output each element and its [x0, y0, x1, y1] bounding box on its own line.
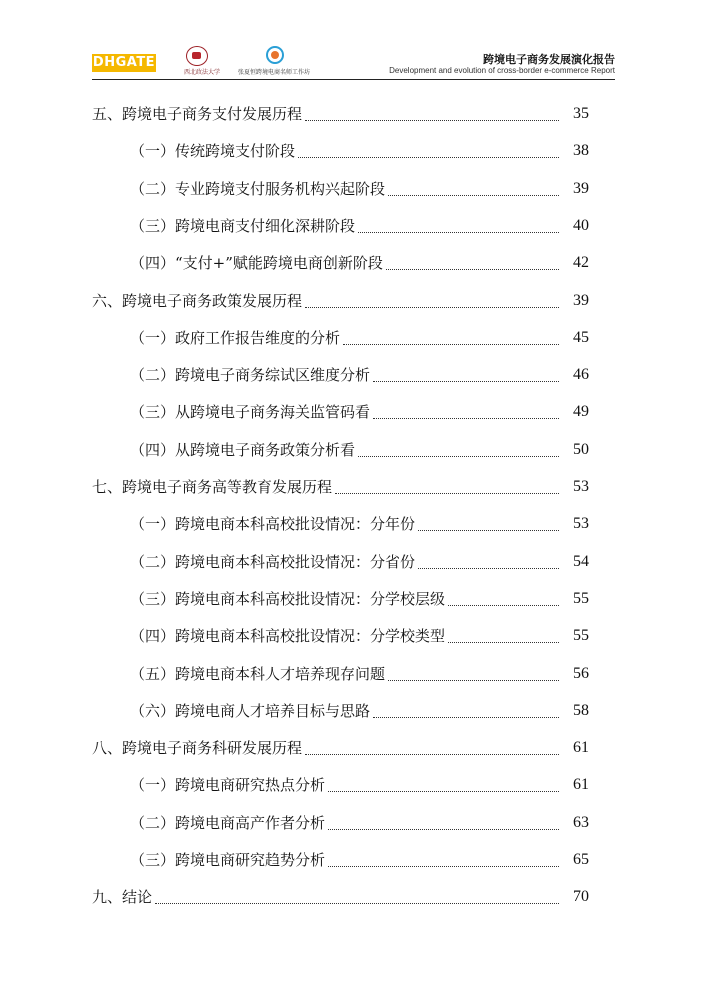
toc-section-entry[interactable] [130, 245, 589, 273]
toc-page-number: 50 [573, 440, 589, 458]
toc-dot-leader [373, 404, 559, 419]
toc-page-number: 53 [573, 515, 589, 533]
toc-entry-title: 九、结论 [92, 888, 153, 907]
toc-dot-leader [386, 255, 559, 270]
toc-entry-title: （三）跨境电商支付细化深耕阶段 [130, 216, 356, 235]
toc-chapter-entry[interactable] [92, 730, 589, 758]
toc-page-number: 61 [573, 739, 589, 757]
toc-entry-title: （二）专业跨境支付服务机构兴起阶段 [130, 179, 386, 198]
toc-entry-title: （一）跨境电商本科高校批设情况：分年份 [130, 515, 416, 534]
toc-entry-title: （四）“支付+”赋能跨境电商创新阶段 [130, 254, 383, 273]
toc-entry-title: （一）传统跨境支付阶段 [130, 142, 296, 161]
toc-page-number: 65 [573, 851, 589, 868]
toc-dot-leader [388, 666, 559, 681]
toc-dot-leader [448, 591, 559, 606]
toc-section-entry[interactable] [130, 842, 589, 870]
toc-entry-title: （五）跨境电商本科人才培养现存问题 [130, 664, 386, 683]
toc-section-entry[interactable] [130, 805, 589, 833]
toc-entry-title: 六、跨境电子商务政策发展历程 [92, 291, 303, 310]
toc-dot-leader [155, 889, 559, 904]
report-subtitle: Development and evolution of cross-border e-commerce Report [389, 66, 615, 75]
toc-section-entry[interactable] [130, 544, 589, 572]
toc-page-number: 70 [573, 888, 589, 906]
dhgate-logo: DHGATE [92, 55, 156, 70]
toc-section-entry[interactable] [130, 506, 589, 534]
toc-dot-leader [418, 554, 559, 569]
toc-page-number: 40 [573, 216, 589, 234]
toc-entry-title: （二）跨境电商高产作者分析 [130, 813, 326, 832]
studio-logo [238, 46, 310, 76]
toc-page-number: 35 [573, 105, 589, 122]
toc-section-entry[interactable] [130, 394, 589, 422]
toc-entry-title: 七、跨境电子商务高等教育发展历程 [92, 478, 333, 496]
toc-section-entry[interactable] [130, 133, 589, 161]
toc-entry-title: （四）跨境电商本科高校批设情况：分学校类型 [130, 627, 446, 646]
toc-dot-leader [448, 628, 559, 643]
toc-chapter-entry[interactable] [92, 879, 589, 907]
toc-dot-leader [305, 106, 559, 121]
toc-entry-title: （六）跨境电商人才培养目标与思路 [130, 701, 371, 720]
toc-page-number: 55 [573, 589, 589, 607]
toc-page-number: 53 [573, 478, 589, 495]
header-divider [92, 79, 615, 80]
toc-page-number: 45 [573, 328, 589, 346]
toc-page-number: 39 [573, 179, 589, 197]
studio-name: 张夏恒跨境电商名师工作坊 [238, 69, 311, 76]
toc-entry-title: 五、跨境电子商务支付发展历程 [92, 105, 303, 123]
toc-chapter-entry[interactable] [92, 283, 589, 311]
toc-dot-leader [328, 777, 559, 792]
toc-entry-title: （四）从跨境电子商务政策分析看 [130, 440, 356, 459]
toc-entry-title: （一）政府工作报告维度的分析 [130, 328, 341, 347]
toc-dot-leader [358, 442, 559, 457]
university-name: 西北政法大学 [183, 69, 220, 76]
toc-page-number: 54 [573, 552, 589, 570]
toc-dot-leader [305, 740, 559, 755]
toc-section-entry[interactable] [130, 581, 589, 609]
toc-page-number: 63 [573, 813, 589, 831]
toc-dot-leader [328, 815, 559, 830]
toc-entry-title: （二）跨境电商本科高校批设情况：分省份 [130, 552, 416, 571]
toc-entry-title: （三）跨境电商本科高校批设情况：分学校层级 [130, 589, 446, 608]
toc-dot-leader [298, 143, 559, 158]
toc-entry-title: （一）跨境电商研究热点分析 [130, 776, 326, 795]
toc-section-entry[interactable] [130, 357, 589, 385]
toc-dot-leader [358, 218, 559, 233]
toc-dot-leader [328, 852, 559, 867]
toc-chapter-entry[interactable] [92, 96, 589, 124]
toc-entry-title: （二）跨境电子商务综试区维度分析 [130, 366, 371, 385]
toc-dot-leader [373, 367, 559, 382]
toc-page-number: 38 [573, 142, 589, 160]
page-header [0, 0, 710, 80]
toc-section-entry[interactable] [130, 320, 589, 348]
toc-entry-title: （三）跨境电商研究趋势分析 [130, 851, 326, 869]
toc-page-number: 46 [573, 366, 589, 384]
toc-entry-title: 八、跨境电子商务科研发展历程 [92, 739, 303, 758]
toc-section-entry[interactable] [130, 171, 589, 199]
toc-page-number: 39 [573, 291, 589, 309]
toc-page-number: 49 [573, 403, 589, 421]
toc-dot-leader [373, 703, 559, 718]
toc-dot-leader [335, 479, 559, 494]
toc-section-entry[interactable] [130, 208, 589, 236]
toc-dot-leader [418, 516, 559, 531]
toc-entry-title: （三）从跨境电子商务海关监管码看 [130, 403, 371, 422]
university-logo [172, 46, 232, 76]
toc-dot-leader [388, 181, 559, 196]
studio-mark-icon [266, 46, 284, 64]
toc-section-entry[interactable] [130, 656, 589, 684]
toc-section-entry[interactable] [130, 432, 589, 460]
toc-chapter-entry[interactable] [92, 469, 589, 497]
toc-page-number: 55 [573, 627, 589, 645]
toc-dot-leader [305, 293, 559, 308]
toc-section-entry[interactable] [130, 767, 589, 795]
toc-section-entry[interactable] [130, 693, 589, 721]
toc-section-entry[interactable] [130, 618, 589, 646]
toc-page-number: 56 [573, 664, 589, 682]
university-seal-icon [186, 46, 208, 66]
toc-page-number: 58 [573, 701, 589, 719]
toc-page-number: 61 [573, 776, 589, 794]
toc-page-number: 42 [573, 254, 589, 272]
toc-dot-leader [343, 330, 559, 345]
report-title: 跨境电子商务发展演化报告 [483, 53, 615, 66]
